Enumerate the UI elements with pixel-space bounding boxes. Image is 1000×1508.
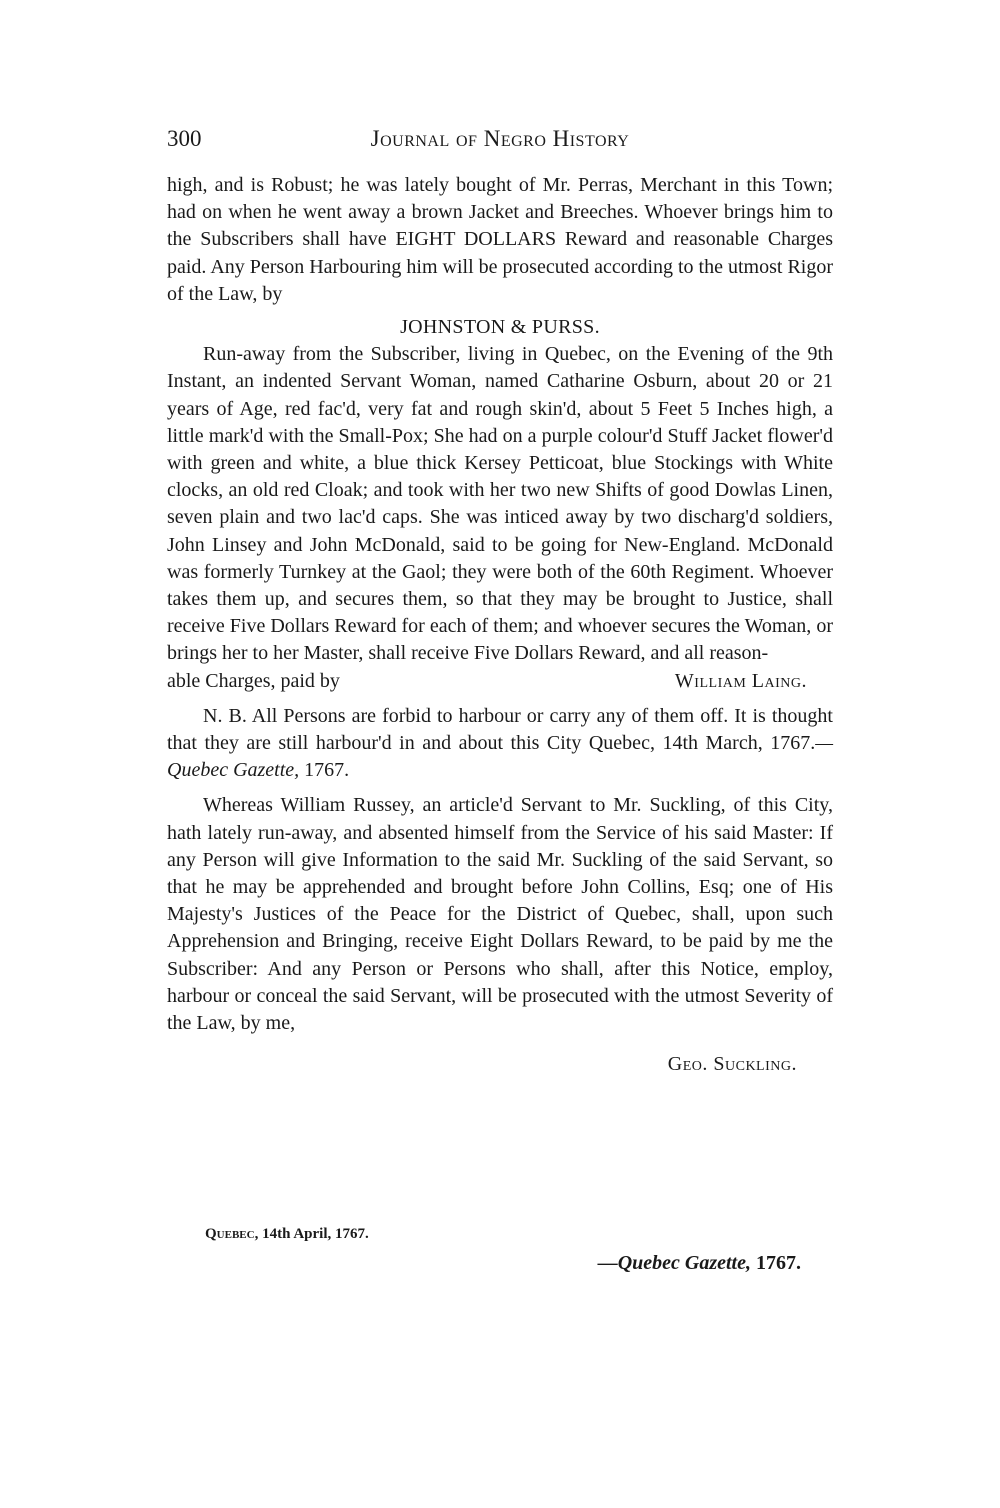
paragraph-johnston-purss: high, and is Robust; he was lately bought of Mr. Perras, Merchant in this Town; had on when he went away a brown Jacket and Breeches. Whoever brings him to the Subscribers shall have EIGHT DOLLARS Reward and reasonable Charges paid. Any Person Harbouring him will be prosecuted according to the utmost Rigor of the Law, by	[167, 174, 833, 305]
dateline-date: 14th April, 1767.	[262, 1226, 369, 1242]
page-number: 300	[167, 126, 202, 151]
charges-paid-line: able Charges, paid by	[167, 669, 340, 692]
source-gazette-year: 1767.	[756, 1252, 801, 1274]
signature-johnston-purss: JOHNSTON & PURSS.	[400, 316, 600, 339]
signature-geo-suckling: Geo. Suckling.	[667, 1053, 797, 1076]
source-citation-1: —Quebec Gazette,	[167, 732, 833, 782]
running-head: Journal of Negro History	[370, 126, 630, 151]
paragraph-osburn-runaway: Run-away from the Subscriber, living in Quebec, on the Evening of the 9th Instant, an indented Servant Woman, named Catharine Osburn, about 20 or 21 years of Age, red fac'd, very fat and rough skin'd, about 5 Feet 5 Inches high, a little mark'd with the Small-Pox; She had on a purple colour'd Stuff Jacket flower'd with green and white, a blue thick Kersey Petticoat, blue Stockings with White clocks, an old red Cloak; and took with her two new Shifts of good Dowlas Linen, seven plain and two lac'd caps. She was inticed away by two discharg'd soldiers, John Linsey and John McDonald, said to be going for New-England. McDonald was formerly Turnkey at the Gaol; they were both of the 60th Regiment. Whoever takes them up, and secures them, so that they may be brought to Justice, shall receive Five Dollars Reward for each of them; and whoever secures the Woman, or brings her to her Master, shall receive Five Dollars Reward, and all reason-	[167, 343, 833, 665]
dateline-place: Quebec,	[205, 1226, 259, 1242]
source-gazette-name: —Quebec Gazette,	[597, 1252, 751, 1274]
source-citation-final	[598, 1252, 801, 1275]
signature-line-laing	[167, 668, 833, 695]
paragraph-russey-runaway: Whereas William Russey, an article'd Servant to Mr. Suckling, of this City, hath lately run-away, and absented himself from the Service of his said Master: If any Person will give Information to the said Mr. Suckling of the said Servant, so that he may be apprehended and brought before John Collins, Esq; one of His Majesty's Justices of the Peace for the District of Quebec, shall, upon such Apprehension and Bringing, receive Eight Dollars Reward, to be paid by me the Subscriber: And any Person or Persons who shall, after this Notice, employ, harbour or conceal the said Servant, will be prosecuted with the utmost Severity of the Law, by me,	[167, 794, 833, 1035]
document-page	[167, 120, 833, 1274]
body-text	[167, 172, 833, 1078]
page-header	[167, 120, 833, 160]
dateline	[205, 1226, 369, 1243]
nb-notice-text: N. B. All Persons are forbid to harbour or carry any of them off. It is thought that they are still harbour'd in and about this City Quebec, 14th March, 1767.	[167, 704, 833, 755]
signature-william-laing: William Laing.	[674, 669, 807, 692]
paragraph-nb-notice	[167, 703, 833, 785]
source-year-1: 1767.	[304, 759, 350, 782]
